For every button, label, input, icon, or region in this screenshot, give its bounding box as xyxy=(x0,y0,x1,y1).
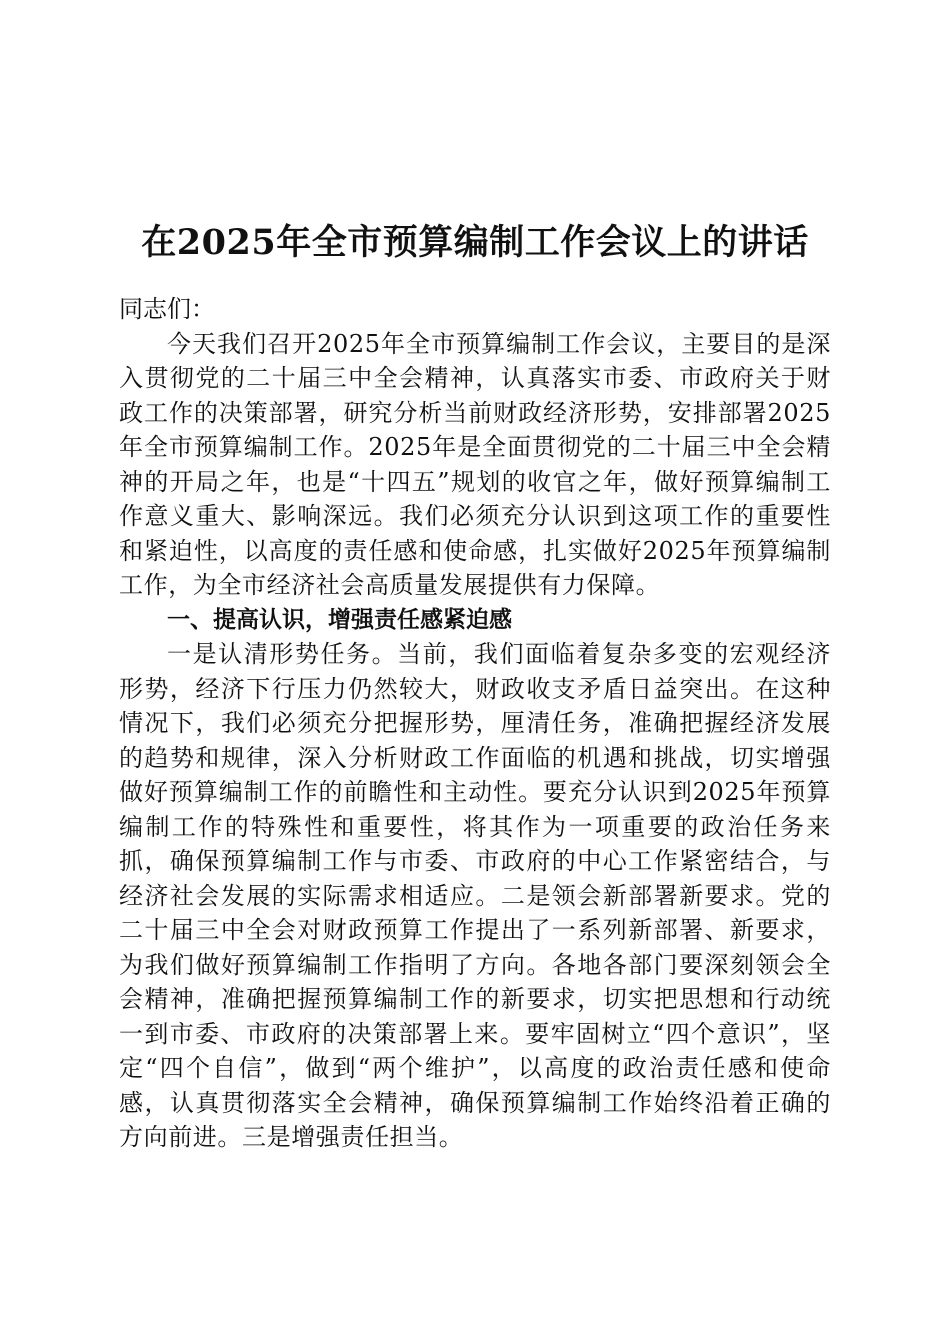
section-paragraph: 一是认清形势任务。当前，我们面临着复杂多变的宏观经济形势，经济下行压力仍然较大，财政收支矛盾日益突出。在这种情况下，我们必须充分把握形势，厘清任务，准确把握经济发展的趋势和规律，深入分析财政工作面临的机遇和挑战，切实增强做好预算编制工作的前瞻性和主动性。要充分认识到2025年预算编制工作的特殊性和重要性，将其作为一项重要的政治任务来抓，确保预算编制工作与市委、市政府的中心工作紧密结合，与经济社会发展的实际需求相适应。二是领会新部署新要求。党的二十届三中全会对财政预算工作提出了一系列新部署、新要求，为我们做好预算编制工作指明了方向。各地各部门要深刻领会全会精神，准确把握预算编制工作的新要求，切实把思想和行动统一到市委、市政府的决策部署上来。要牢固树立“四个意识”，坚定“四个自信”，做到“两个维护”，以高度的政治责任感和使命感，认真贯彻落实全会精神，确保预算编制工作始终沿着正确的方向前进。三是增强责任担当。 xyxy=(119,640,831,1151)
document-body xyxy=(119,292,831,1155)
intro-paragraph: 今天我们召开2025年全市预算编制工作会议，主要目的是深入贯彻党的二十届三中全会精神，认真落实市委、市政府关于财政工作的决策部署，研究分析当前财政经济形势，安排部署2025年全市预算编制工作。2025年是全面贯彻党的二十届三中全会精神的开局之年，也是“十四五”规划的收官之年，做好预算编制工作意义重大、影响深远。我们必须充分认识到这项工作的重要性和紧迫性，以高度的责任感和使命感，扎实做好2025年预算编制工作，为全市经济社会高质量发展提供有力保障。 xyxy=(119,329,831,599)
document-title: 在2025年全市预算编制工作会议上的讲话 xyxy=(141,222,809,264)
salutation: 同志们： xyxy=(119,295,215,323)
section-heading: 一、提高认识，增强责任感紧迫感 xyxy=(167,606,512,633)
